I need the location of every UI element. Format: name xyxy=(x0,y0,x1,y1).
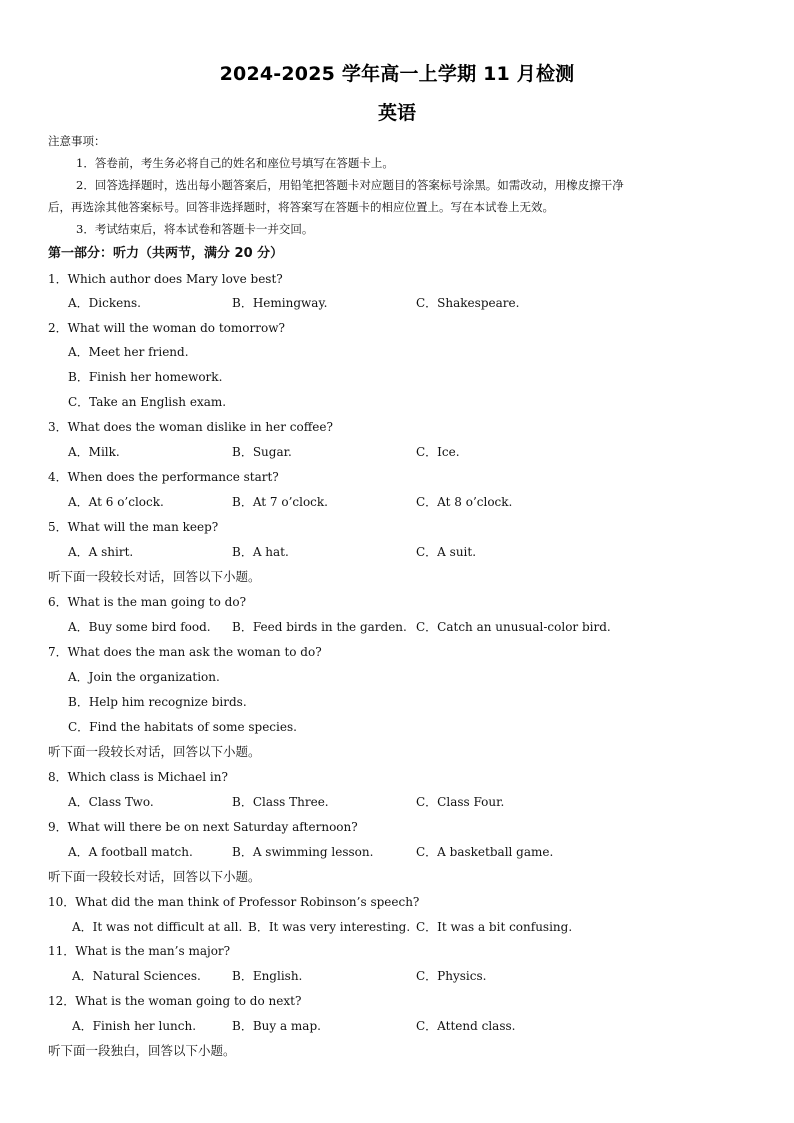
options-9 xyxy=(48,842,768,862)
part1-heading: 第一部分：听力（共两节，满分 20 分） xyxy=(48,246,284,261)
option-a: A．A football match. xyxy=(68,845,193,859)
option-a: A．Meet her friend. xyxy=(68,345,189,359)
option-b: B．It was very interesting. xyxy=(248,920,411,934)
options-10 xyxy=(48,917,768,937)
option-b: B．Help him recognize birds. xyxy=(68,695,247,709)
question-6: 6．What is the man going to do? xyxy=(48,595,247,609)
option-b: B．A hat. xyxy=(232,545,289,559)
exam-subject: 英语 xyxy=(377,102,416,124)
options-6 xyxy=(48,617,768,637)
option-b: B．Sugar. xyxy=(232,445,292,459)
question-8: 8．Which class is Michael in? xyxy=(48,770,228,784)
option-a: A．Join the organization. xyxy=(68,670,220,684)
option-b: B．Class Three. xyxy=(232,795,329,809)
option-c: C．Ice. xyxy=(416,445,460,459)
option-c: C．Shakespeare. xyxy=(416,296,520,310)
options-12 xyxy=(48,1016,768,1036)
option-a: A．Milk. xyxy=(68,445,120,459)
option-b: B．Buy a map. xyxy=(232,1019,321,1033)
question-12: 12．What is the woman going to do next? xyxy=(48,994,302,1008)
question-2: 2．What will the woman do tomorrow? xyxy=(48,321,285,335)
instruction-long-dialogue-3: 听下面一段较长对话，回答以下小题。 xyxy=(48,869,261,884)
option-b: B．English. xyxy=(232,969,303,983)
note-item-2-cont: 后，再选涂其他答案标号。回答非选择题时，将答案写在答题卡的相应位置上。写在本试卷上无效。 xyxy=(48,200,554,214)
question-3: 3．What does the woman dislike in her coffee? xyxy=(48,420,333,434)
option-a: A．Dickens. xyxy=(68,296,141,310)
option-c: C．At 8 o’clock. xyxy=(416,495,513,509)
notes-heading: 注意事项： xyxy=(48,134,106,148)
instruction-long-dialogue-2: 听下面一段较长对话，回答以下小题。 xyxy=(48,744,261,759)
option-a: A．Natural Sciences. xyxy=(72,969,201,983)
note-item-3: 3．考试结束后，将本试卷和答题卡一并交回。 xyxy=(76,222,314,236)
option-b: B．Feed birds in the garden. xyxy=(232,620,407,634)
notes-section xyxy=(48,130,748,240)
question-5: 5．What will the man keep? xyxy=(48,520,219,534)
option-c: C．Physics. xyxy=(416,969,487,983)
option-c: C．Class Four. xyxy=(416,795,505,809)
note-item-2: 2．回答选择题时，选出每小题答案后，用铅笔把答题卡对应题目的答案标号涂黑。如需改动，用橡皮擦干净 xyxy=(76,178,624,192)
question-10: 10．What did the man think of Professor Robinson’s speech? xyxy=(48,895,420,909)
option-c: C．A suit. xyxy=(416,545,477,559)
question-1: 1．Which author does Mary love best? xyxy=(48,272,283,286)
options-4 xyxy=(48,492,768,512)
option-c: C．Attend class. xyxy=(416,1019,516,1033)
option-a: A．Buy some bird food. xyxy=(68,620,211,634)
exam-title: 2024-2025 学年高一上学期 11 月检测 xyxy=(219,63,575,85)
options-1 xyxy=(48,293,768,313)
options-11 xyxy=(48,966,768,986)
option-b: B．Hemingway. xyxy=(232,296,328,310)
option-a: A．Class Two. xyxy=(68,795,154,809)
option-a: A．It was not difficult at all. xyxy=(72,920,243,934)
option-b: B．At 7 o’clock. xyxy=(232,495,328,509)
option-c: C．Take an English exam. xyxy=(68,395,227,409)
option-c: C．A basketball game. xyxy=(416,845,554,859)
option-b: B．Finish her homework. xyxy=(68,370,223,384)
options-8 xyxy=(48,792,768,812)
options-5 xyxy=(48,542,768,562)
options-3 xyxy=(48,442,768,462)
instruction-monologue: 听下面一段独白，回答以下小题。 xyxy=(48,1043,236,1058)
question-7: 7．What does the man ask the woman to do? xyxy=(48,645,322,659)
option-a: A．At 6 o’clock. xyxy=(68,495,164,509)
question-11: 11．What is the man’s major? xyxy=(48,944,231,958)
option-c: C．It was a bit confusing. xyxy=(416,920,573,934)
question-4: 4．When does the performance start? xyxy=(48,470,279,484)
instruction-long-dialogue-1: 听下面一段较长对话，回答以下小题。 xyxy=(48,569,261,584)
option-b: B．A swimming lesson. xyxy=(232,845,374,859)
question-9: 9．What will there be on next Saturday afternoon? xyxy=(48,820,358,834)
option-c: C．Catch an unusual-color bird. xyxy=(416,620,611,634)
option-c: C．Find the habitats of some species. xyxy=(68,720,297,734)
option-a: A．Finish her lunch. xyxy=(72,1019,197,1033)
option-a: A．A shirt. xyxy=(68,545,134,559)
note-item-1: 1．答卷前，考生务必将自己的姓名和座位号填写在答题卡上。 xyxy=(76,156,394,170)
